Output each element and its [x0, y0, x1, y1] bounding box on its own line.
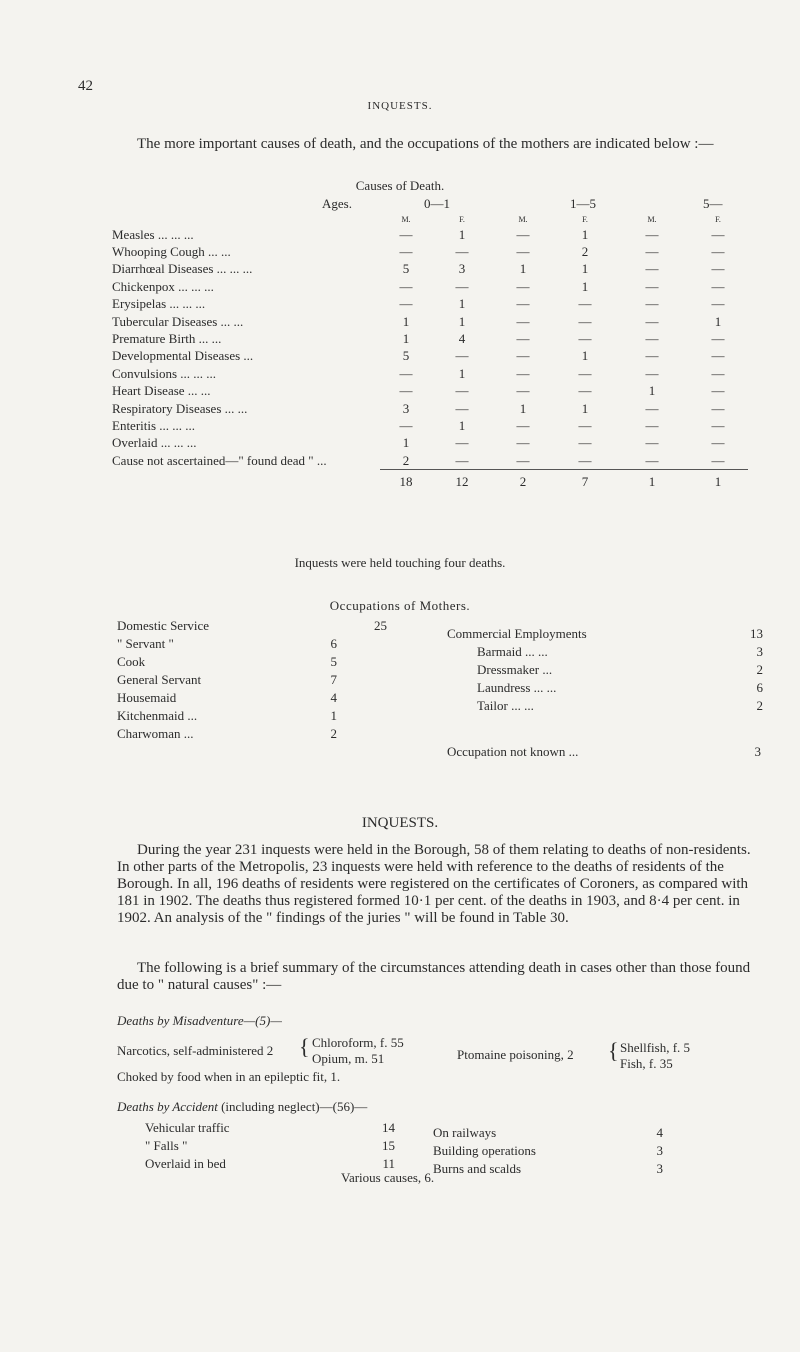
- cause-value: —: [645, 296, 659, 312]
- item-value: 4: [656, 1125, 663, 1140]
- cause-value: 3: [402, 400, 410, 416]
- cause-value: —: [578, 313, 592, 329]
- cause-row: [112, 261, 748, 278]
- cause-value: 1: [581, 400, 589, 416]
- item-label: General Servant: [117, 672, 202, 687]
- cause-value: —: [711, 400, 725, 416]
- item-label: On railways: [433, 1125, 497, 1140]
- cause-value: 1: [581, 348, 589, 364]
- list-item: [447, 643, 763, 661]
- narcotics-label: Narcotics, self-administered 2: [117, 1043, 274, 1058]
- sex-label: F.: [582, 214, 588, 224]
- cause-value: 1: [402, 331, 410, 347]
- cause-value: 4: [458, 331, 466, 347]
- cause-value: —: [399, 244, 413, 260]
- cause-value: —: [455, 400, 469, 416]
- accident-heading-rest: (including neglect)—(56)—: [221, 1099, 368, 1114]
- ptomaine-label: Ptomaine poisoning, 2: [457, 1047, 574, 1062]
- cause-value: 1: [581, 278, 589, 294]
- section-title: INQUESTS.: [361, 815, 439, 831]
- item-value: 14: [382, 1120, 395, 1135]
- cause-label: Tubercular Diseases ... ...: [112, 313, 244, 329]
- cause-value: —: [711, 226, 725, 242]
- accident-right: [433, 1124, 663, 1178]
- narcotics-item: Chloroform, f. 55: [312, 1035, 404, 1050]
- cause-value: 1: [519, 261, 527, 277]
- cause-value: 1: [581, 226, 589, 242]
- cause-label: Convulsions ... ... ...: [112, 365, 217, 381]
- item-value: 15: [382, 1138, 395, 1153]
- occupations-left: [117, 617, 387, 743]
- cause-value: —: [516, 365, 530, 381]
- cause-value: —: [399, 383, 413, 399]
- cause-value: —: [645, 313, 659, 329]
- list-item: [145, 1137, 395, 1155]
- sex-label: F.: [715, 214, 721, 224]
- cause-label: Developmental Diseases ...: [112, 348, 254, 364]
- cause-value: —: [455, 435, 469, 451]
- item-value: 3: [756, 644, 763, 659]
- cause-row: [112, 226, 748, 243]
- occ-unknown-label: Occupation not known ...: [447, 744, 579, 759]
- sex-label: F.: [459, 214, 465, 224]
- list-item: [433, 1124, 663, 1142]
- causes-title: Causes of Death.: [355, 178, 445, 193]
- cause-value: —: [399, 278, 413, 294]
- cause-value: —: [516, 452, 530, 468]
- cause-value: —: [516, 296, 530, 312]
- cause-value: —: [516, 348, 530, 364]
- cause-label: Chickenpox ... ... ...: [112, 278, 214, 294]
- cause-row: [112, 348, 748, 365]
- list-item: [117, 725, 337, 743]
- choked-line: Choked by food when in an epileptic fit, 1.: [117, 1069, 341, 1084]
- cause-value: —: [516, 417, 530, 433]
- cause-value: —: [516, 383, 530, 399]
- cause-label: Cause not ascertained—" found dead " ...: [112, 453, 327, 469]
- cause-row: [112, 313, 748, 330]
- item-label: Cook: [117, 654, 146, 669]
- list-item: [447, 661, 763, 679]
- totals-row: [112, 470, 748, 495]
- cause-value: 1: [458, 296, 466, 312]
- list-item: [447, 697, 763, 715]
- sex-label: M.: [401, 214, 411, 224]
- occ-commercial-value: 13: [750, 626, 763, 641]
- sex-header-row: [112, 212, 748, 226]
- cause-value: —: [399, 296, 413, 312]
- item-label: Overlaid in bed: [145, 1156, 226, 1171]
- cause-row: [112, 296, 748, 313]
- cause-label: Premature Birth ... ...: [112, 331, 222, 347]
- item-label: Dressmaker ...: [477, 662, 553, 677]
- item-label: " Servant ": [117, 636, 174, 651]
- item-label: Vehicular traffic: [145, 1120, 230, 1135]
- item-value: 6: [756, 680, 763, 695]
- item-value: 1: [330, 708, 337, 723]
- list-item: [447, 679, 763, 697]
- cause-value: —: [578, 383, 592, 399]
- cause-row: [112, 452, 748, 470]
- list-item: [433, 1142, 663, 1160]
- item-value: 2: [756, 662, 763, 677]
- cause-value: 1: [458, 313, 466, 329]
- item-value: 6: [330, 636, 337, 651]
- list-item: [117, 671, 337, 689]
- item-label: " Falls ": [145, 1138, 188, 1153]
- cause-value: —: [516, 313, 530, 329]
- cause-value: —: [455, 348, 469, 364]
- age-group-5-plus: 5—: [703, 196, 723, 211]
- cause-row: [112, 400, 748, 417]
- occupations-title: Occupations of Mothers.: [329, 598, 471, 613]
- cause-value: —: [711, 278, 725, 294]
- page-number: 42: [78, 78, 93, 94]
- cause-value: 1: [458, 417, 466, 433]
- cause-row: [112, 330, 748, 347]
- item-value: 4: [330, 690, 337, 705]
- cause-value: 5: [402, 348, 410, 364]
- occupations-right: [447, 625, 763, 761]
- cause-row: [112, 278, 748, 295]
- cause-value: —: [578, 417, 592, 433]
- cause-value: 1: [519, 400, 527, 416]
- ages-label: Ages.: [322, 196, 352, 211]
- cause-label: Enteritis ... ... ...: [112, 417, 196, 433]
- accident-heading-italic: Deaths by Accident: [117, 1099, 218, 1114]
- cause-value: —: [455, 244, 469, 260]
- list-item: [117, 635, 337, 653]
- paragraph-1: During the year 231 inquests were held in the Borough, 58 of them relating to deaths of non-residents. In other parts of the Metropolis, 23 inquests were held with reference to the deaths of residents of the Borough. In all, 196 deaths of residents were registered on the certificates of Coroners, as compared with 181 in 1902. The deaths thus registered formed 10·1 per cent. of the deaths in 1903, and 8·4 per cent. in 1902. An analysis of the " findings of the juries " will be found in Table 30.: [117, 842, 751, 926]
- item-value: 7: [330, 672, 337, 687]
- cause-label: Erysipelas ... ... ...: [112, 296, 206, 312]
- intro-paragraph: The more important causes of death, and the occupations of the mothers are indicated below :—: [137, 136, 714, 152]
- cause-value: —: [711, 383, 725, 399]
- cause-value: —: [645, 226, 659, 242]
- cause-value: —: [645, 331, 659, 347]
- brace-icon: {: [299, 1034, 310, 1059]
- cause-value: —: [455, 278, 469, 294]
- various-causes: Various causes, 6.: [341, 1170, 435, 1185]
- cause-label: Whooping Cough ... ...: [112, 244, 231, 260]
- cause-value: —: [645, 261, 659, 277]
- cause-value: —: [516, 435, 530, 451]
- cause-value: —: [711, 348, 725, 364]
- cause-value: —: [516, 226, 530, 242]
- cause-value: —: [711, 452, 725, 468]
- cause-row: [112, 365, 748, 382]
- cause-value: —: [399, 226, 413, 242]
- running-head: INQUESTS.: [367, 100, 433, 112]
- cause-row: [112, 383, 748, 400]
- item-value: 3: [656, 1143, 663, 1158]
- item-label: Kitchenmaid ...: [117, 708, 198, 723]
- cause-value: —: [645, 400, 659, 416]
- cause-value: —: [578, 452, 592, 468]
- list-item: [117, 707, 337, 725]
- total-value: 7: [554, 470, 616, 495]
- item-value: 5: [330, 654, 337, 669]
- cause-value: 2: [402, 452, 410, 468]
- cause-value: —: [645, 365, 659, 381]
- occ-domestic-value: 25: [374, 618, 387, 633]
- cause-value: 1: [458, 365, 466, 381]
- cause-value: —: [399, 365, 413, 381]
- cause-value: 1: [402, 435, 410, 451]
- total-value: 1: [616, 470, 688, 495]
- cause-value: —: [399, 417, 413, 433]
- item-label: Burns and scalds: [433, 1161, 522, 1176]
- cause-value: —: [645, 244, 659, 260]
- total-value: 18: [380, 470, 432, 495]
- cause-value: —: [645, 417, 659, 433]
- age-group-0-1: 0—1: [424, 196, 450, 211]
- cause-value: 1: [458, 226, 466, 242]
- cause-value: —: [711, 417, 725, 433]
- accident-left: [145, 1119, 395, 1173]
- cause-label: Heart Disease ... ...: [112, 383, 211, 399]
- cause-label: Overlaid ... ... ...: [112, 435, 197, 451]
- total-value: 2: [492, 470, 554, 495]
- item-value: 3: [656, 1161, 663, 1176]
- cause-value: 3: [458, 261, 466, 277]
- cause-value: —: [645, 278, 659, 294]
- item-label: Building operations: [433, 1143, 536, 1158]
- list-item: [145, 1119, 395, 1137]
- brace-icon: {: [608, 1038, 619, 1063]
- cause-value: —: [516, 278, 530, 294]
- occ-unknown-value: 3: [754, 744, 761, 759]
- cause-row: [112, 243, 748, 260]
- paragraph-2: The following is a brief summary of the circumstances attending death in cases other than those found due to " natural causes" :—: [117, 960, 751, 993]
- cause-value: 2: [581, 244, 589, 260]
- cause-value: 1: [648, 383, 656, 399]
- cause-value: —: [645, 435, 659, 451]
- cause-value: —: [455, 383, 469, 399]
- cause-value: —: [711, 435, 725, 451]
- sex-label: M.: [518, 214, 528, 224]
- cause-value: 1: [581, 261, 589, 277]
- cause-label: Diarrhœal Diseases ... ... ...: [112, 261, 253, 277]
- total-value: 1: [688, 470, 748, 495]
- cause-value: 1: [402, 313, 410, 329]
- list-item: [117, 653, 337, 671]
- cause-value: —: [711, 296, 725, 312]
- age-group-1-5: 1—5: [570, 196, 596, 211]
- cause-value: —: [711, 244, 725, 260]
- cause-label: Measles ... ... ...: [112, 226, 194, 242]
- cause-value: —: [516, 244, 530, 260]
- cause-value: —: [645, 452, 659, 468]
- cause-value: —: [711, 331, 725, 347]
- cause-value: 5: [402, 261, 410, 277]
- occ-domestic-label: Domestic Service: [117, 618, 210, 633]
- item-label: Laundress ... ...: [477, 680, 557, 695]
- item-label: Charwoman ...: [117, 726, 194, 741]
- cause-value: —: [516, 331, 530, 347]
- cause-value: —: [578, 435, 592, 451]
- sex-label: M.: [647, 214, 657, 224]
- item-label: Tailor ... ...: [477, 698, 534, 713]
- item-label: Barmaid ... ...: [477, 644, 548, 659]
- accident-heading: [117, 1099, 367, 1115]
- item-label: Housemaid: [117, 690, 177, 705]
- cause-value: —: [455, 452, 469, 468]
- cause-value: 1: [714, 313, 722, 329]
- ptomaine-item: Fish, f. 35: [620, 1056, 673, 1071]
- item-value: 2: [756, 698, 763, 713]
- cause-value: —: [578, 331, 592, 347]
- narcotics-item: Opium, m. 51: [312, 1051, 385, 1066]
- list-item: [117, 689, 337, 707]
- item-value: 2: [330, 726, 337, 741]
- inquests-note: Inquests were held touching four deaths.: [294, 555, 506, 570]
- cause-row: [112, 417, 748, 434]
- cause-row: [112, 435, 748, 452]
- cause-label: Respiratory Diseases ... ...: [112, 400, 248, 416]
- cause-value: —: [578, 296, 592, 312]
- occ-commercial-label: Commercial Employments: [447, 626, 587, 641]
- total-value: 12: [432, 470, 492, 495]
- list-item: [433, 1160, 663, 1178]
- item-value: 11: [382, 1156, 395, 1171]
- causes-table: [112, 212, 748, 494]
- cause-value: —: [645, 348, 659, 364]
- cause-value: —: [711, 365, 725, 381]
- cause-value: —: [578, 365, 592, 381]
- ptomaine-item: Shellfish, f. 5: [620, 1040, 691, 1055]
- misadventure-heading: Deaths by Misadventure—(5)—: [117, 1013, 282, 1028]
- cause-value: —: [711, 261, 725, 277]
